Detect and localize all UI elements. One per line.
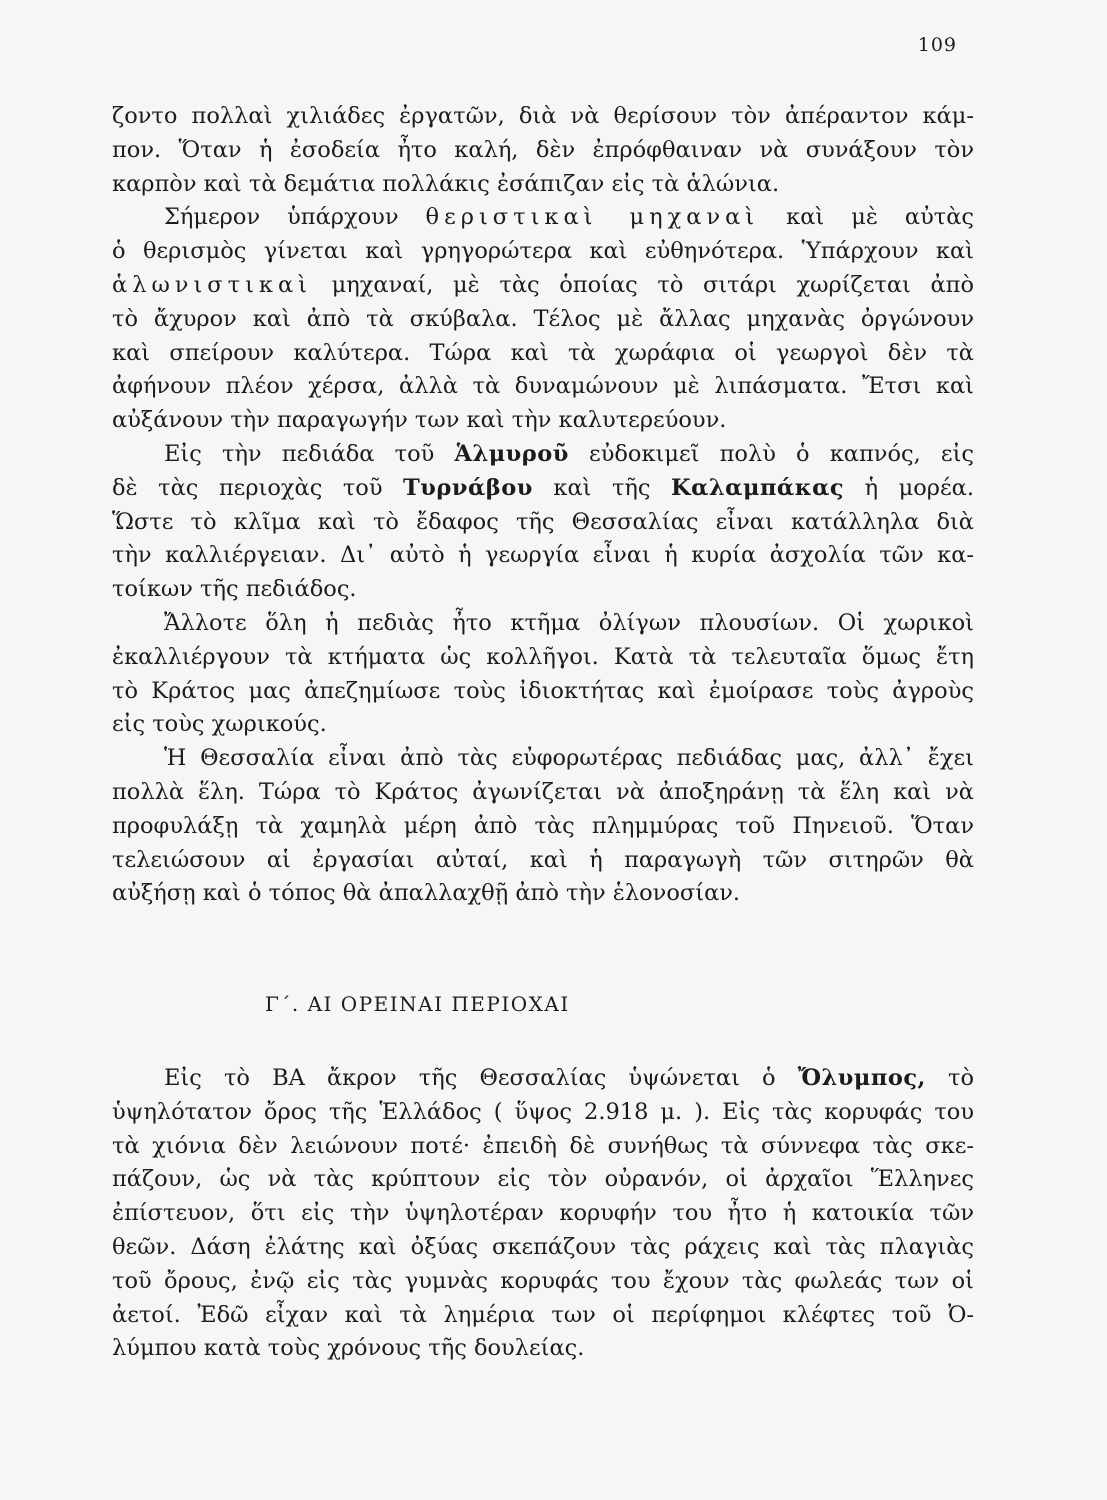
text-line: τοῦ ὄρους, ἐνῷ εἰς τὰς γυμνὰς κορυφάς του ἔχουν τὰς φωλεάς των οἱ [112, 1267, 974, 1294]
place-name-tyrnavos: Τυρνάβου [403, 474, 533, 501]
text-line: ἐκαλλιέργουν τὰ κτήματα ὡς κολλῆγοι. Κατὰ τὰ τελευταῖα ὅμως ἔτη [112, 643, 974, 670]
text-line: εἰς τοὺς χωρικούς. [112, 711, 327, 738]
place-name-olympus: Ὄλυμπος, [797, 1065, 926, 1091]
text-run: μηχαναί, μὲ τὰς ὁποίας τὸ σιτάρι χωρίζεται ἀπὸ [331, 271, 974, 298]
section-heading: Γ΄. ΑΙ ΟΡΕΙΝΑΙ ΠΕΡΙΟΧΑΙ [265, 992, 570, 1016]
text-run: καὶ τῆς [553, 474, 651, 501]
text-line: πάζουν, ὡς νὰ τὰς κρύπτουν εἰς τὸν οὐρανόν, οἱ ἀρχαῖοι Ἕλληνες [112, 1166, 974, 1193]
text-line [112, 1062, 974, 1096]
text-line: ἀετοί. Ἐδῶ εἶχαν καὶ τὰ λημέρια των οἱ περίφημοι κλέφτες τοῦ Ὀ- [112, 1301, 974, 1328]
text-line: θεῶν. Δάση ἐλάτης καὶ ὀξύας σκεπάζουν τὰς ράχεις καὶ τὰς πλαγιὰς [112, 1233, 974, 1260]
place-name-kalambaka: Καλαμπάκας [671, 474, 845, 501]
text-line: τὸ Κράτος μας ἀπεζημίωσε τοὺς ἰδιοκτήτας καὶ ἐμοίρασε τοὺς ἀγροὺς [112, 677, 974, 704]
text-line [112, 472, 974, 506]
page-number: 109 [917, 34, 957, 56]
text-line: καὶ σπείρουν καλύτερα. Τώρα καὶ τὰ χωράφια οἱ γεωργοὶ δὲν τὰ [112, 339, 974, 366]
text-line: Ἄλλοτε ὅλη ἡ πεδιὰς ἦτο κτῆμα ὀλίγων πλουσίων. Οἱ χωρικοὶ [164, 609, 974, 636]
text-run: Σήμερον ὑπάρχουν [164, 204, 399, 231]
place-name-almyros: Ἁλμυροῦ [454, 440, 569, 467]
text-line: τὸ ἄχυρον καὶ ἀπὸ τὰ σκύβαλα. Τέλος μὲ ἄλλας μηχανὰς ὀργώνουν [112, 305, 974, 332]
text-line: τελειώσουν αἱ ἐργασίαι αὐταί, καὶ ἡ παραγωγὴ τῶν σιτηρῶν θὰ [112, 846, 974, 873]
text-run: τὸ [948, 1065, 974, 1091]
text-line: τὰ χιόνια δὲν λειώνουν ποτέ· ἐπειδὴ δὲ συνήθως τὰ σύννεφα τὰς σκε- [112, 1132, 974, 1159]
text-line: ὑψηλότατον ὄρος τῆς Ἑλλάδος ( ὕψος 2.918 μ. ). Εἰς τὰς κορυφάς του [112, 1098, 974, 1125]
text-line: προφυλάξῃ τὰ χαμηλὰ μέρη ἀπὸ τὰς πλημμύρας τοῦ Πηνειοῦ. Ὅταν [112, 812, 974, 839]
text-run: εὐδοκιμεῖ πολὺ ὁ καπνός, εἰς [589, 440, 974, 467]
text-run: Εἰς τὴν πεδιάδα τοῦ [164, 440, 435, 467]
text-line: καρπὸν καὶ τὰ δεμάτια πολλάκις ἐσάπιζαν εἰς τὰ ἁλώνια. [112, 170, 780, 197]
text-line: αὐξήσῃ καὶ ὁ τόπος θὰ ἀπαλλαχθῇ ἀπὸ τὴν ἑλονοσίαν. [112, 880, 741, 907]
section-plains-text [112, 100, 974, 911]
text-line: λύμπου κατὰ τοὺς χρόνους τῆς δουλείας. [112, 1335, 585, 1362]
text-line: πον. Ὅταν ἡ ἐσοδεία ἦτο καλή, δὲν ἐπρόφθαιναν νὰ συνάξουν τὸν [112, 136, 974, 163]
text-run: καὶ μὲ αὐτὰς [786, 204, 974, 231]
text-run: Εἰς τὸ ΒΑ ἄκρον τῆς Θεσσαλίας ὑψώνεται ὁ [164, 1065, 776, 1091]
text-line: Ἡ Θεσσαλία εἶναι ἀπὸ τὰς εὐφορωτέρας πεδιάδας μας, ἀλλ᾽ ἔχει [164, 745, 974, 772]
text-line: τοίκων τῆς πεδιάδος. [112, 576, 357, 603]
spaced-term-harvesters: θεριστικαὶ μηχαναὶ [425, 204, 760, 231]
text-line [112, 438, 974, 472]
text-line: αὐξάνουν τὴν παραγωγήν των καὶ τὴν καλυτερεύουν. [112, 407, 727, 434]
text-line [112, 269, 974, 303]
text-run: δὲ τὰς περιοχὰς τοῦ [112, 474, 383, 501]
text-line: τὴν καλλιέργειαν. Δι᾽ αὐτὸ ἡ γεωργία εἶναι ἡ κυρία ἀσχολία τῶν κα- [112, 542, 974, 569]
text-line: ἐπίστευον, ὅτι εἰς τὴν ὑψηλοτέραν κορυφήν του ἦτο ἡ κατοικία τῶν [112, 1200, 974, 1227]
text-line: ζοντο πολλαὶ χιλιάδες ἐργατῶν, διὰ νὰ θερίσουν τὸν ἀπέραντον κάμ- [112, 103, 974, 129]
spaced-term-threshers: ἁλωνιστικαὶ [112, 271, 313, 298]
text-line: ἀφήνουν πλέον χέρσα, ἀλλὰ τὰ δυναμώνουν μὲ λιπάσματα. Ἔτσι καὶ [112, 373, 974, 400]
text-line: πολλὰ ἕλη. Τώρα τὸ Κράτος ἀγωνίζεται νὰ ἀποξηράνῃ τὰ ἕλη καὶ νὰ [112, 778, 974, 805]
section-mountains-text [112, 1062, 974, 1366]
text-run: ἡ μορέα. [864, 474, 975, 501]
text-line: ὁ θερισμὸς γίνεται καὶ γρηγορώτερα καὶ εὐθηνότερα. Ὑπάρχουν καὶ [112, 238, 974, 265]
text-line [112, 201, 974, 235]
text-line: Ὥστε τὸ κλῖμα καὶ τὸ ἔδαφος τῆς Θεσσαλίας εἶναι κατάλληλα διὰ [112, 508, 974, 535]
